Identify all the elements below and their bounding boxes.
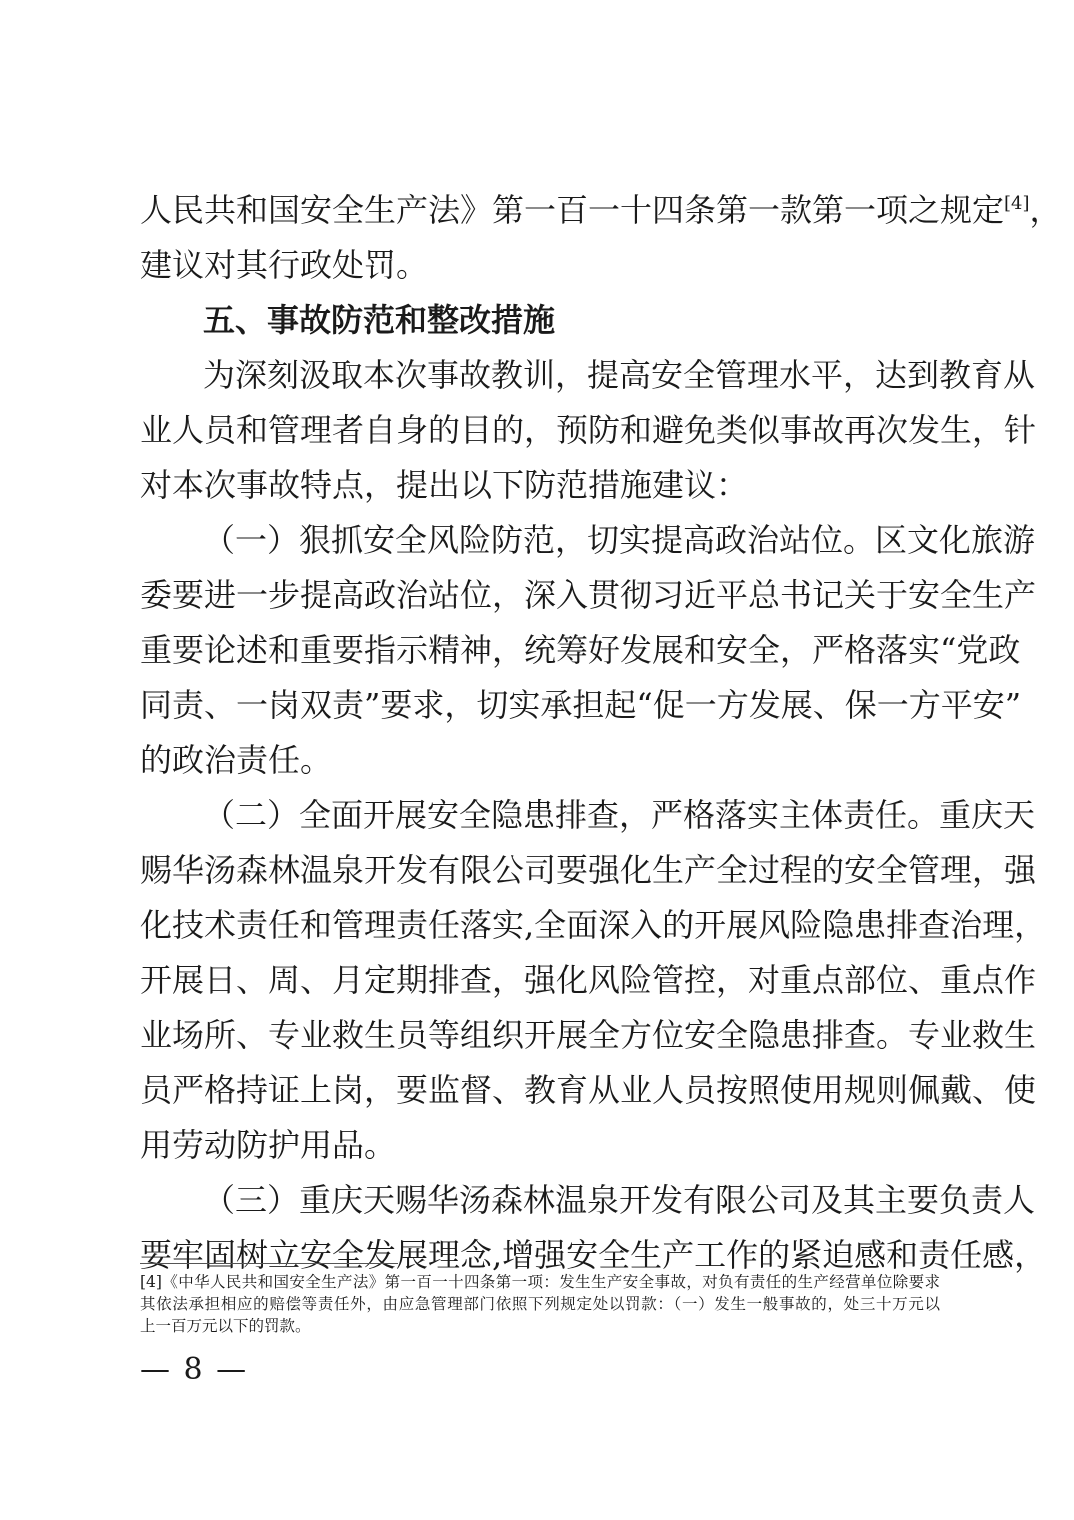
paragraph-line: 业人员和管理者自身的目的，预防和避免类似事故再次发生，针 <box>140 411 1037 449</box>
body-line: 建议对其行政处罚。 <box>140 246 429 284</box>
paragraph-line: 的政治责任。 <box>140 741 333 779</box>
footnote-line: [4]《中华人民共和国安全生产法》第一百一十四条第一项：发生生产安全事故，对负有责任的生产经营单位除要求 <box>140 1273 940 1291</box>
paragraph-line: （三）重庆天赐华汤森林温泉开发有限公司及其主要负责人 <box>203 1181 1036 1219</box>
paragraph-line: 重要论述和重要指示精神，统筹好发展和安全，严格落实“党政 <box>140 631 1021 669</box>
paragraph-line: 赐华汤森林温泉开发有限公司要强化生产全过程的安全管理，强 <box>140 851 1037 889</box>
paragraph-line: 要牢固树立安全发展理念,增强安全生产工作的紧迫感和责任感， <box>140 1236 1047 1274</box>
body-text: 人民共和国安全生产法》第一百一十四条第一款第一项之规定 <box>140 191 1005 229</box>
paragraph-line: 业场所、专业救生员等组织开展全方位安全隐患排查。专业救生 <box>140 1016 1037 1054</box>
page-number: — 8 — <box>140 1352 249 1387</box>
paragraph-line: 同责、一岗双责”要求，切实承担起“促一方发展、保一方平安” <box>140 686 1022 724</box>
footnote-line: 其依法承担相应的赔偿等责任外，由应急管理部门依照下列规定处以罚款：（一）发生一般事故的，处三十万元以 <box>140 1295 940 1313</box>
paragraph-line: （一）狠抓安全风险防范，切实提高政治站位。区文化旅游 <box>203 521 1036 559</box>
footnote-divider <box>140 1263 398 1264</box>
body-punctuation: ， <box>1029 191 1062 229</box>
paragraph-line: 对本次事故特点，提出以下防范措施建议： <box>140 466 749 504</box>
paragraph-line: 化技术责任和管理责任落实,全面深入的开展风险隐患排查治理， <box>140 906 1047 944</box>
footnote-reference[interactable]: [4] <box>1004 193 1030 214</box>
paragraph-line: 用劳动防护用品。 <box>140 1126 397 1164</box>
paragraph-line: 开展日、周、月定期排查，强化风险管控，对重点部位、重点作 <box>140 961 1037 999</box>
paragraph-line: 员严格持证上岗，要监督、教育从业人员按照使用规则佩戴、使 <box>140 1071 1037 1109</box>
paragraph-line: （二）全面开展安全隐患排查，严格落实主体责任。重庆天 <box>203 796 1036 834</box>
section-heading: 五、事故防范和整改措施 <box>203 301 556 339</box>
paragraph-line: 为深刻汲取本次事故教训，提高安全管理水平，达到教育从 <box>203 356 1036 394</box>
footnote-line: 上一百万元以下的罚款。 <box>140 1317 311 1335</box>
body-line <box>140 190 1062 230</box>
paragraph-line: 委要进一步提高政治站位，深入贯彻习近平总书记关于安全生产 <box>140 576 1037 614</box>
